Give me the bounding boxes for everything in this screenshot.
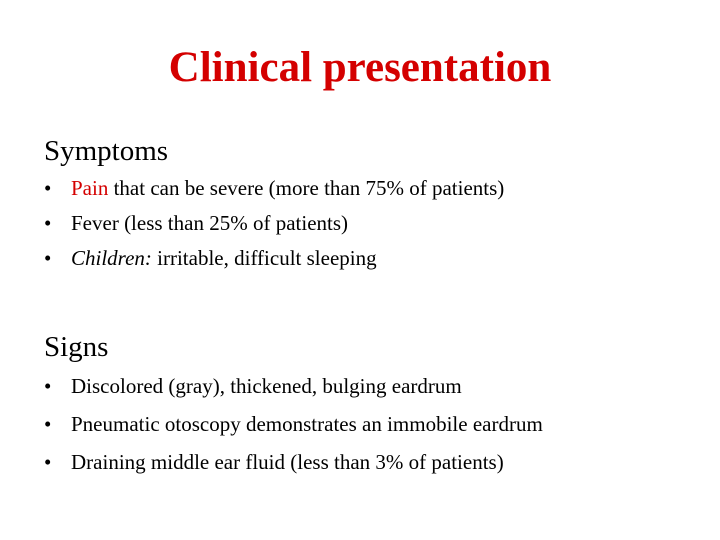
symptoms-list — [44, 171, 504, 276]
list-item-text: Fever (less than 25% of patients) — [71, 211, 349, 235]
children-label: Children: — [71, 246, 152, 270]
list-item-text: Discolored (gray), thickened, bulging eardrum — [71, 374, 462, 398]
symptoms-heading: Symptoms — [44, 135, 169, 167]
pain-emphasis: Pain — [71, 176, 109, 200]
bullet-icon: • — [44, 176, 52, 200]
signs-heading: Signs — [44, 331, 109, 363]
list-item — [44, 443, 543, 481]
bullet-icon: • — [44, 211, 52, 235]
list-item-text: Draining middle ear fluid (less than 3% of patients) — [71, 450, 504, 474]
list-item — [44, 241, 504, 276]
bullet-icon: • — [44, 450, 52, 474]
bullet-icon: • — [44, 412, 52, 436]
bullet-icon: • — [44, 374, 52, 398]
list-item-text: that can be severe (more than 75% of patients) — [108, 176, 505, 200]
list-item — [44, 171, 504, 206]
slide-title: Clinical presentation — [168, 44, 552, 91]
list-item — [44, 206, 504, 241]
list-item-text: irritable, difficult sleeping — [151, 246, 377, 270]
signs-list — [44, 367, 543, 481]
bullet-icon: • — [44, 246, 52, 270]
list-item — [44, 405, 543, 443]
list-item — [44, 367, 543, 405]
list-item-text: Pneumatic otoscopy demonstrates an immobile eardrum — [71, 412, 543, 436]
